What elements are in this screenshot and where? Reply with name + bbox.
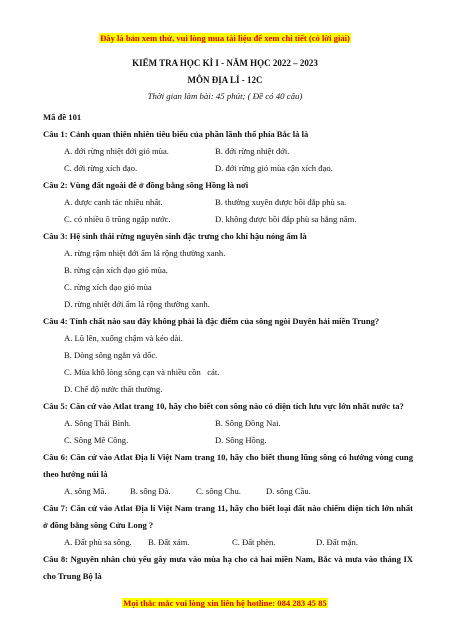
option-d: D. đới rừng gió mùa cận xích đạo. <box>215 163 333 173</box>
option-d: D. không được bồi đắp phù sa hằng năm. <box>215 214 357 224</box>
option-a: A. sông Mã. <box>64 486 107 496</box>
option-b: B. Dòng sông ngắn và dốc. <box>64 350 158 360</box>
question-2: Câu 2: Vùng đất ngoài đê ở đồng bằng sông Hồng là nơi <box>43 180 249 190</box>
question-5-options-row-2 <box>43 432 413 449</box>
option-d: D. sông Cầu. <box>266 486 311 496</box>
option-c: C. Đất phèn. <box>232 537 276 547</box>
option-a: A. đới rừng nhiệt đới gió mùa. <box>64 146 169 156</box>
exam-title: KIỂM TRA HỌC KÌ I - NĂM HỌC 2022 – 2023 <box>132 58 318 68</box>
question-5: Câu 5: Căn cứ vào Atlat trang 10, hãy cho biết con sông nào có diện tích lưu vực lớn nhất nước ta? <box>43 401 404 411</box>
question-2-options-row-1 <box>43 194 413 211</box>
option-c: C. có nhiều ô trũng ngập nước. <box>64 214 171 224</box>
question-3: Câu 3: Hệ sinh thái rừng nguyên sinh đặc trưng cho khí hậu nóng ẩm là <box>43 231 307 241</box>
option-b: B. rừng cận xích đạo gió mùa. <box>64 265 168 275</box>
option-c: C. Mùa khô lòng sông cạn và nhiều cồn cát. <box>64 367 220 377</box>
option-c: C. Sông Mê Công. <box>64 435 129 445</box>
option-a: A. Sông Thái Bình. <box>64 418 131 428</box>
option-b: B. đới rừng nhiệt đới. <box>215 146 290 156</box>
question-2-options-row-2 <box>43 211 413 228</box>
question-4: Câu 4: Tính chất nào sau đây không phải là đặc điểm của sông ngòi Duyên hải miền Trung? <box>43 316 380 326</box>
exam-time: Thời gian làm bài: 45 phút; ( Đề có 40 câu) <box>147 91 303 101</box>
hotline-notice-text: Mọi thắc mắc vui lòng xin liên hệ hotline: 084 283 45 85 <box>123 598 327 608</box>
option-a: A. Lũ lên, xuống chậm và kéo dài. <box>64 333 183 343</box>
preview-notice-text: Đây là bản xem thử, vui lòng mua tài liệu để xem chi tiết (có lời giải) <box>100 33 350 43</box>
option-b: B. thường xuyên được bồi đắp phù sa. <box>215 197 347 207</box>
option-c: C. sông Chu. <box>196 486 241 496</box>
option-d: D. Đất mặn. <box>316 537 359 547</box>
option-a: A. rừng rậm nhiệt đới ẩm lá rộng thường xanh. <box>64 248 226 258</box>
option-d: D. Chế độ nước thất thường. <box>64 384 163 394</box>
question-5-options-row-1 <box>43 415 413 432</box>
option-d: D. Sông Hồng. <box>215 435 267 445</box>
question-6-options <box>43 483 413 500</box>
option-a: A. được canh tác nhiều nhất. <box>64 197 163 207</box>
option-b: B. Đất xám. <box>148 537 190 547</box>
exam-content <box>43 109 413 585</box>
question-8: Câu 8: Nguyên nhân chủ yếu gây mưa vào mùa hạ cho cả hai miền Nam, Bắc và mưa vào tháng IX cho Trung Bộ là <box>43 554 413 581</box>
option-c: C. đới rừng xích đạo. <box>64 163 138 173</box>
option-c: C. rừng xích đạo gió mùa <box>64 282 152 292</box>
option-b: B. Sông Đồng Nai. <box>215 418 281 428</box>
preview-notice <box>0 33 450 43</box>
question-7-options <box>43 534 413 551</box>
option-d: D. rừng nhiệt đới ẩm lá rộng thường xanh. <box>64 299 210 309</box>
question-1-options-row-2 <box>43 160 413 177</box>
question-7: Câu 7: Căn cứ vào Atlat Địa lí Việt Nam trang 11, hãy cho biết loại đất nào chiếm diện tích lớn nhất ở đồng bằng sông Cửu Long ? <box>43 503 413 530</box>
option-a: A. Đất phù sa sông. <box>64 537 132 547</box>
exam-code: Mã đề 101 <box>43 112 82 122</box>
hotline-notice <box>0 598 450 608</box>
option-b: B. sông Đà. <box>130 486 171 496</box>
question-6: Câu 6: Căn cứ vào Atlat Địa lí Việt Nam trang 10, hãy cho biết thung lũng sông có hướng vòng cung theo hướng núi là <box>43 452 413 479</box>
question-1-options-row-1 <box>43 143 413 160</box>
question-1: Câu 1: Cảnh quan thiên nhiên tiêu biểu của phần lãnh thổ phía Bắc là là <box>43 129 309 139</box>
exam-subject: MÔN ĐỊA LÍ - 12C <box>187 75 263 85</box>
